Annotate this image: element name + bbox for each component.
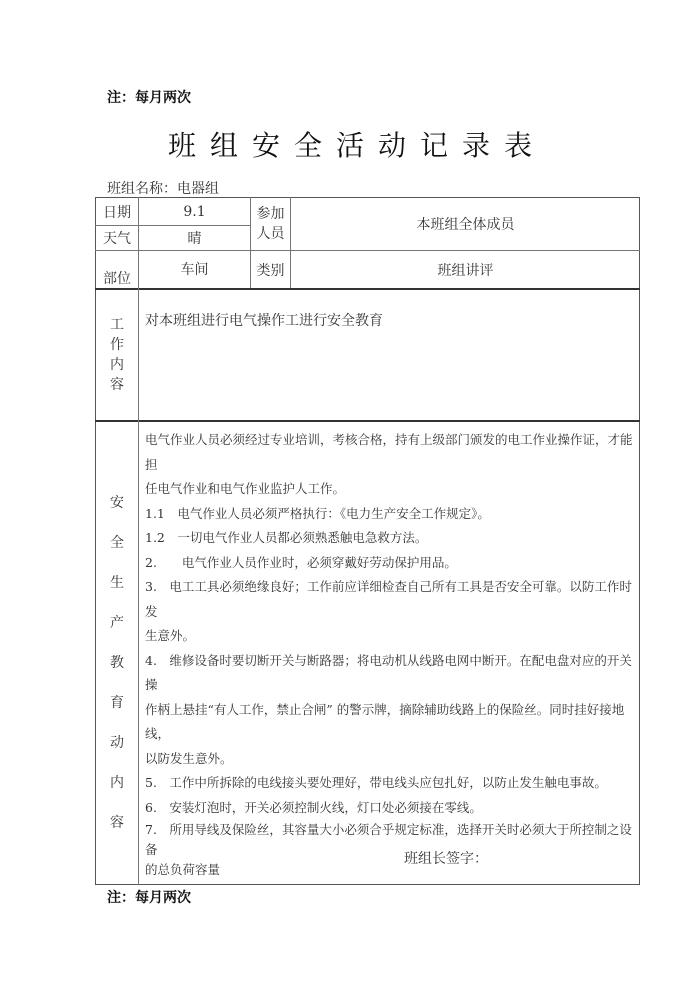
edu-line: 5. 工作中所拆除的电线接头要处理好，带电线头应包扎好，以防止发生触电事故。 [145, 775, 607, 790]
date-label: 日期 [103, 204, 131, 221]
weather-label: 天气 [103, 231, 131, 247]
edu-label-char: 容 [110, 815, 124, 831]
edu-line: 1.2 一切电气作业人员都必须熟悉触电急救方法。 [145, 530, 428, 545]
category-label: 类别 [256, 262, 285, 279]
education-label [96, 421, 138, 885]
location-value: 车间 [180, 262, 209, 278]
participants-label [251, 198, 290, 250]
edu-label-char: 全 [110, 535, 124, 551]
work-content-label [96, 289, 138, 420]
edu-line: 2. 电气作业人员作业时，必须穿戴好劳动保护用品。 [145, 554, 457, 570]
edu-label-char: 育 [110, 695, 124, 711]
participants-label-line: 参加 [256, 206, 285, 222]
category-value: 班组讲评 [437, 262, 494, 279]
row-divider [95, 288, 640, 290]
edu-line: 6. 安装灯泡时，开关必须控制火线，灯口处必须接在零线。 [145, 799, 482, 815]
edu-label-char: 安 [110, 495, 124, 511]
team-name: 班组名称：电器组 [107, 181, 219, 197]
note-top: 注：每月两次 [107, 90, 191, 106]
edu-line: 以防发生意外。 [145, 750, 233, 766]
edu-line: 作柄上悬挂“有人工作，禁止合闸” 的警示牌，摘除辅助线路上的保险丝。同时挂好接地线， [145, 701, 625, 741]
row-divider [95, 420, 640, 422]
edu-label-char: 生 [110, 575, 124, 591]
work-content-text: 对本班组进行电气操作工进行安全教育 [145, 313, 383, 329]
edu-line: 的总负荷容量 [145, 862, 221, 877]
page-title: 班组安全活动记录表 [167, 129, 546, 162]
participants-label-line: 人员 [256, 226, 285, 242]
work-label-char: 作 [110, 336, 124, 353]
edu-label-char: 内 [110, 775, 124, 791]
work-label-char: 内 [110, 356, 124, 373]
participants-value: 本班组全体成员 [416, 217, 515, 233]
education-content [145, 428, 635, 880]
col-divider [138, 197, 139, 885]
edu-line: 任电气作业和电气作业监护人工作。 [145, 481, 346, 496]
work-label-char: 工 [110, 316, 124, 333]
edu-line: 4. 维修设备时要切断开关与断路器；将电动机从线路电网中断开。在配电盘对应的开关操 [145, 652, 632, 692]
note-bottom: 注：每月两次 [107, 890, 191, 906]
edu-label-char: 教 [110, 655, 124, 671]
team-leader-signature: 班组长签字： [404, 851, 488, 867]
edu-line: 1.1 电气作业人员必须严格执行：《电力生产安全工作规定》。 [145, 505, 490, 521]
work-label-char: 容 [110, 376, 124, 393]
edu-label-char: 动 [110, 735, 124, 751]
edu-line: 7. 所用导线及保险丝，其容量大小必须合乎规定标准，选择开关时必须大于所控制之设备 [145, 822, 632, 857]
location-label: 部位 [103, 271, 131, 287]
date-value: 9.1 [183, 203, 206, 220]
edu-label-char: 产 [110, 615, 124, 631]
edu-line: 电气作业人员必须经过专业培训，考核合格，持有上级部门颁发的电工作业操作证，才能担 [145, 432, 633, 472]
edu-line: 3. 电工工具必须绝缘良好；工作前应详细检查自己所有工具是否安全可靠。以防工作时发 [145, 579, 632, 619]
edu-line: 生意外。 [145, 628, 196, 643]
weather-value: 晴 [187, 231, 202, 247]
